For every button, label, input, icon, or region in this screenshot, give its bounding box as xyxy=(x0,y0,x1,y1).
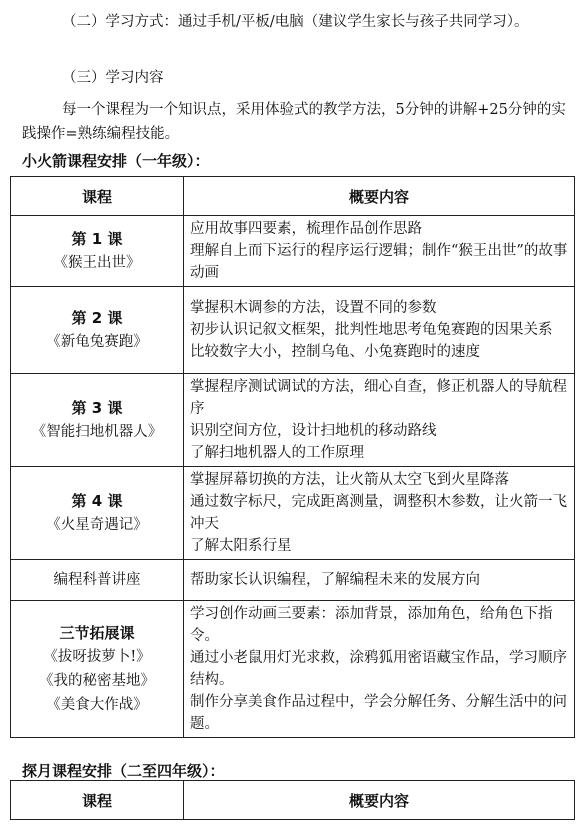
summary-cell xyxy=(184,287,575,374)
summary-line: 制作分享美食作品过程中，学会分解任务、分解生活中的问题。 xyxy=(190,694,567,732)
grade2-4-course-table xyxy=(10,780,575,820)
header-course: 课程 xyxy=(11,177,184,216)
summary-line: 应用故事四要素，梳理作品创作思路 xyxy=(190,221,422,237)
course-number: 第 1 课 xyxy=(71,230,123,248)
header-summary: 概要内容 xyxy=(184,781,575,820)
course-cell xyxy=(11,374,184,467)
course-title: 《拔呀拔萝卜!》 xyxy=(43,649,151,665)
course-cell xyxy=(11,467,184,560)
summary-line: 学习创作动画三要素：添加背景，添加角色，给角色下指令。 xyxy=(190,606,553,644)
summary-line: 掌握程序测试调试的方法，细心自查，修正机器人的导航程序 xyxy=(190,379,567,417)
course-title: 《新龟兔赛跑》 xyxy=(46,334,148,350)
section1-title: 小火箭课程安排（一年级）： xyxy=(22,152,210,170)
course-cell xyxy=(11,287,184,374)
summary-cell xyxy=(184,374,575,467)
course-title: 《智能扫地机器人》 xyxy=(31,424,163,440)
summary-line: 比较数字大小，控制乌龟、小兔赛跑时的速度 xyxy=(190,344,480,360)
course-number: 第 4 课 xyxy=(71,492,123,510)
intro-learning-content-text: 每一个课程为一个知识点，采用体验式的教学方法，5分钟的讲解+25分钟的实践操作=熟练编程技能。 xyxy=(22,102,566,142)
summary-line: 了解太阳系行星 xyxy=(190,538,292,554)
course-title: 《火星奇遇记》 xyxy=(46,517,148,533)
course-number: 第 3 课 xyxy=(71,399,123,417)
course-cell xyxy=(11,216,184,287)
course-number: 三节拓展课 xyxy=(59,624,135,642)
course-cell xyxy=(11,601,184,738)
summary-line: 了解扫地机器人的工作原理 xyxy=(190,445,364,461)
grade1-course-table xyxy=(10,176,575,738)
table-header-row xyxy=(11,177,575,216)
summary-cell xyxy=(184,601,575,738)
summary-line: 识别空间方位，设计扫地机的移动路线 xyxy=(190,423,437,439)
course-title: 《猴王出世》 xyxy=(53,255,141,271)
table-row xyxy=(11,374,575,467)
course-cell xyxy=(11,560,184,601)
summary-line: 通过数字标尺，完成距离测量，调整积木参数，让火箭一飞冲天 xyxy=(190,494,567,532)
table-row xyxy=(11,560,575,601)
summary-line: 通过小老鼠用灯光求救，涂鸦狐用密语藏宝作品，学习顺序结构。 xyxy=(190,650,567,688)
course-title: 《美食大作战》 xyxy=(46,697,148,713)
summary-cell xyxy=(184,216,575,287)
summary-line: 掌握积木调参的方法，设置不同的参数 xyxy=(190,300,437,316)
summary-line: 帮助家长认识编程，了解编程未来的发展方向 xyxy=(190,572,480,588)
section2-title: 探月课程安排（二至四年级）： xyxy=(22,762,225,780)
table-row xyxy=(11,467,575,560)
course-number: 第 2 课 xyxy=(71,309,123,327)
course-title: 《我的秘密基地》 xyxy=(39,673,155,689)
summary-line: 初步认识记叙文框架，批判性地思考龟兔赛跑的因果关系 xyxy=(190,322,553,338)
header-course: 课程 xyxy=(11,781,184,820)
course-title: 编程科普讲座 xyxy=(53,572,141,588)
table-row xyxy=(11,601,575,738)
table-row xyxy=(11,216,575,287)
summary-line: 掌握屏幕切换的方法，让火箭从太空飞到火星降落 xyxy=(190,472,509,488)
summary-line: 理解自上而下运行的程序运行逻辑；制作“猴王出世”的故事动画 xyxy=(190,243,568,281)
summary-cell xyxy=(184,560,575,601)
intro-learning-content-heading: （三）学习内容 xyxy=(62,70,164,86)
table-row xyxy=(11,287,575,374)
table-header-row xyxy=(11,781,575,820)
summary-cell xyxy=(184,467,575,560)
intro-learning-method: （二）学习方式：通过手机/平板/电脑（建议学生家长与孩子共同学习）。 xyxy=(62,14,529,30)
header-summary: 概要内容 xyxy=(184,177,575,216)
